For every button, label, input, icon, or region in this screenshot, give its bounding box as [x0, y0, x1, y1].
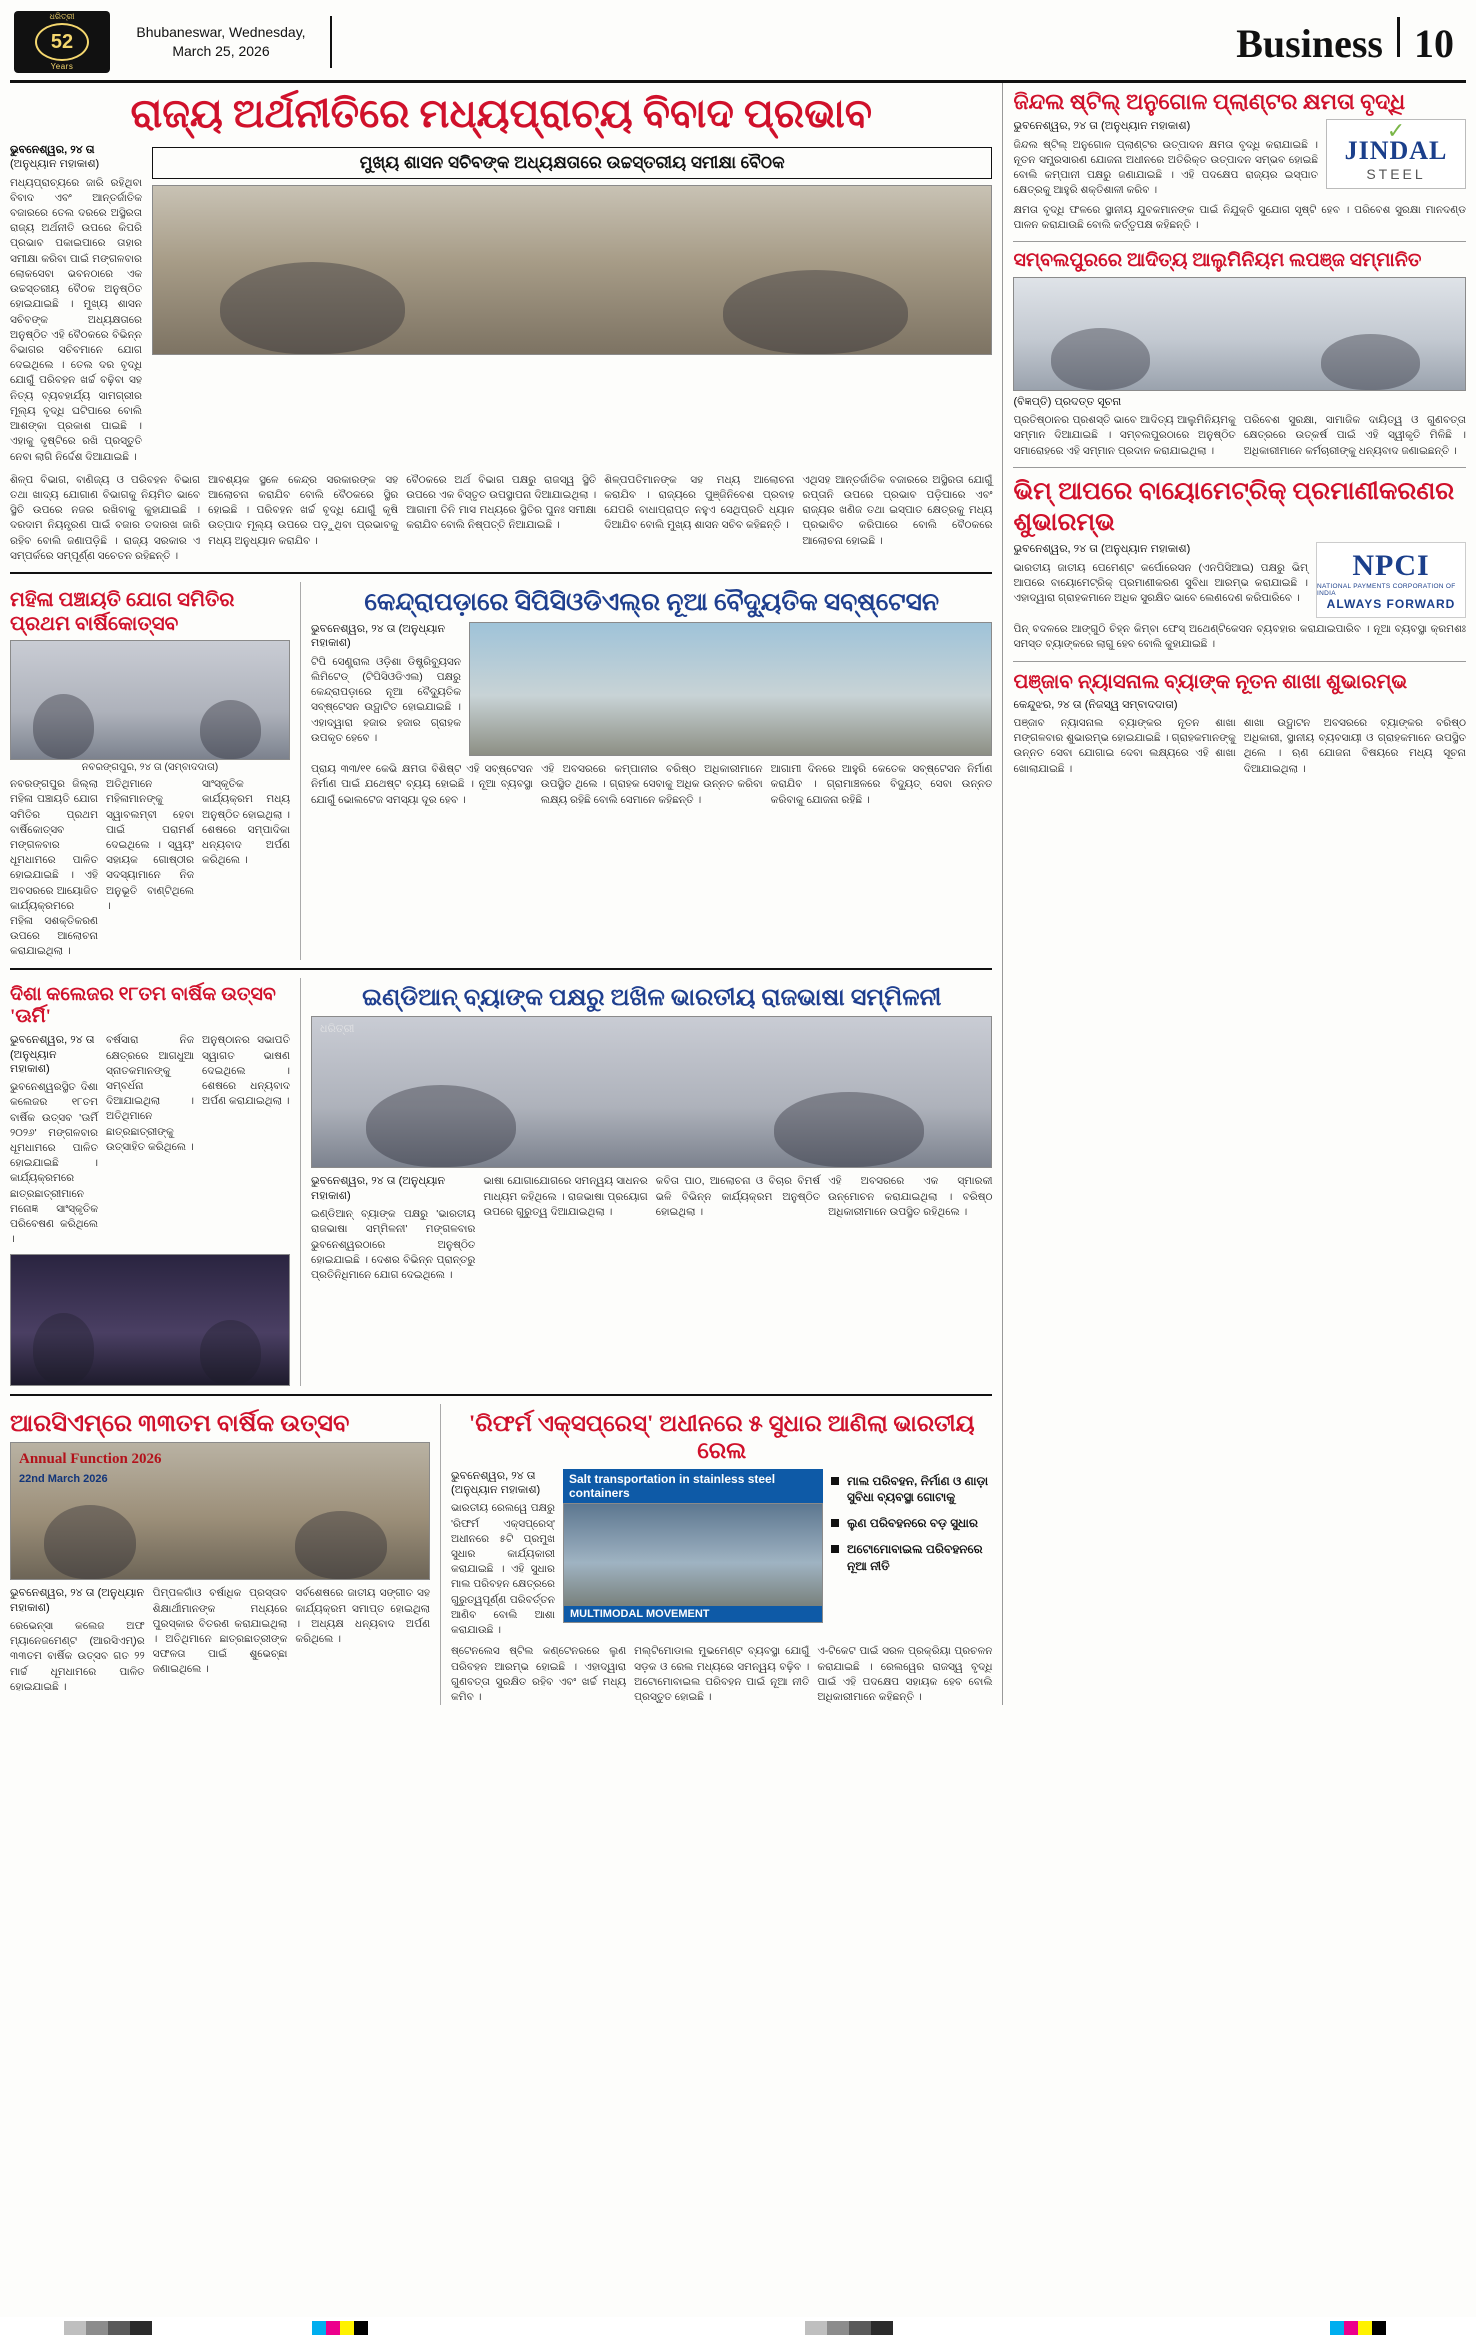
npci-logo-sub: NATIONAL PAYMENTS CORPORATION OF INDIA — [1317, 583, 1456, 598]
lead-main-area — [152, 143, 992, 465]
mahila-photo-caption: ନବରଙ୍ଗପୁର, ୨୪ ତା (ସମ୍ବାଦଦାତା) — [81, 762, 219, 774]
lead-body-text-1: ଶିଳ୍ପ ବିଭାଗ, ବାଣିଜ୍ୟ ଓ ପରିବହନ ବିଭାଗ ତଥା ଖାଦ୍ୟ ଯୋଗାଣ ବିଭାଗକୁ ନିୟମିତ ଭାବେ ସ୍ଥିତି ଉପରେ ନଜର ରଖିବାକୁ କୁହାଯାଇଛି । ଦରଦାମ ନିୟନ୍ତ୍ରଣ ପାଇଁ ବଜାର ତଦାରଖ ଜାରି ରହିବ ବୋଲି ଜଣାପଡ଼ିଛି । ରାଜ୍ୟ ସରକାର ଏ ସମ୍ପର୍କରେ ସମ୍ପୂର୍ଣ୍ଣ ସଚେତନ ରହିଛନ୍ତି । — [10, 473, 201, 562]
lead-subhead: ମୁଖ୍ୟ ଶାସନ ସଚିବଙ୍କ ଅଧ୍ୟକ୍ଷତାରେ ଉଚ୍ଚସ୍ତରୀୟ ସମୀକ୍ଷା ବୈଠକ — [152, 147, 992, 179]
jindal-dateline: ଭୁବନେଶ୍ୱର, ୨୪ ତା (ଅନୁଧ୍ୟାନ ମହାକାଶ) — [1013, 120, 1191, 133]
mahila-text-3: ସାଂସ୍କୃତିକ କାର୍ଯ୍ୟକ୍ରମ ମଧ୍ୟ ଅନୁଷ୍ଠିତ ହୋଇଥିଲା । ଶେଷରେ ସମ୍ପାଦିକା ଧନ୍ୟବାଦ ଅର୍ପଣ କରିଥିଲେ । — [202, 778, 291, 867]
lead-body-text-4: ଶିଳ୍ପପତିମାନଙ୍କ ସହ ମଧ୍ୟ ଆଲୋଚନା କରାଯିବ । ରାଜ୍ୟରେ ପୁଞ୍ଜିନିବେଶ ପ୍ରବାହ ଯେପରି ବାଧାପ୍ରାପ୍ତ ନହୁଏ ସେଥିପ୍ରତି ଧ୍ୟାନ ଦିଆଯିବ ବୋଲି ମୁଖ୍ୟ ଶାସନ ସଚିବ କହିଛନ୍ତି । — [604, 473, 795, 532]
grey-scale-strip-mid — [805, 2321, 893, 2335]
lead-dateline-city: ଭୁବନେଶ୍ୱର, ୨୪ ତା — [10, 144, 95, 156]
check-icon: ✓ — [1386, 118, 1406, 144]
lead-body-col-5 — [802, 473, 992, 564]
lead-body-col-1 — [10, 473, 200, 564]
section-name: Business — [1236, 21, 1383, 66]
mahila-text-1: ନବରଙ୍ଗପୁର ଜିଲ୍ଲା ମହିଳା ପଞ୍ଚାୟତି ଯୋଗ ସମିତିର ପ୍ରଥମ ବାର୍ଷିକୋତ୍ସବ ମଙ୍ଗଳବାର ଧୂମଧାମରେ ପାଳିତ ହୋଇଯାଇଛି । ଏହି ଅବସରରେ ଆୟୋଜିତ କାର୍ଯ୍ୟକ୍ରମରେ ମହିଳା ସଶକ୍ତିକରଣ ଉପରେ ଆଲୋଚନା କରାଯାଇଥିଲା । — [10, 778, 98, 958]
pnb-text-2: ଶାଖା ଉଦ୍ଘାଟନ ଅବସରରେ ବ୍ୟାଙ୍କର ବରିଷ୍ଠ ଅଧିକାରୀ, ସ୍ଥାନୀୟ ବ୍ୟବସାୟୀ ଓ ଗ୍ରାହକମାନେ ଉପସ୍ଥିତ ଥିଲେ । ଋଣ ଯୋଜନା ବିଷୟରେ ମଧ୍ୟ ସୂଚନା ଦିଆଯାଇଥିଲା । — [1243, 716, 1466, 775]
mahila-photo — [10, 640, 290, 760]
story-row-2 — [10, 978, 992, 1386]
lead-body-text-3: ବୈଠକରେ ଅର୍ଥ ବିଭାଗ ପକ୍ଷରୁ ରାଜସ୍ୱ ସ୍ଥିତି ଉପରେ ଏକ ବିସ୍ତୃତ ଉପସ୍ଥାପନା ଦିଆଯାଇଥିଲା । ଆଗାମୀ ତିନି ମାସ ମଧ୍ୟରେ ସ୍ଥିତିର ପୁନଃ ସମୀକ୍ଷା କରାଯିବ ବୋଲି ନିଷ୍ପତ୍ତି ନିଆଯାଇଛି । — [406, 473, 597, 532]
print-registration-bar — [0, 2317, 1476, 2339]
right-column-block — [1002, 83, 1466, 1705]
disha-headline: ଦିଶା କଲେଜର ୧୮ତମ ବାର୍ଷିକ ଉତ୍ସବ 'ଊର୍ମି' — [10, 983, 276, 1028]
lead-dateline — [10, 143, 142, 172]
reform-headline: 'ରିଫର୍ମ ଏକ୍ସପ୍ରେସ୍' ଅଧୀନରେ ୫ ସୁଧାର ଆଣିଲା ଭାରତୀୟ ରେଲ — [468, 1410, 975, 1464]
reform-image-caption-bottom: MULTIMODAL MOVEMENT — [564, 1606, 822, 1622]
right-divider-1 — [1013, 241, 1466, 242]
page-number: 10 — [1414, 21, 1454, 66]
indian-bank-dateline: ଭୁବନେଶ୍ୱର, ୨୪ ତା (ଅନୁଧ୍ୟାନ ମହାକାଶ) — [311, 1175, 446, 1202]
lead-col1-text: ମଧ୍ୟପ୍ରାଚ୍ୟରେ ଜାରି ରହିଥିବା ବିବାଦ ଏବଂ ଆନ୍ତର୍ଜାତିକ ବଜାରରେ ତେଲ ଦରରେ ଅସ୍ଥିରତା ରାଜ୍ୟ ଅର୍ଥନୀତି ଉପରେ କିପରି ପ୍ରଭାବ ପକାଇପାରେ ତାହାର ସମୀକ୍ଷା କରିବା ପାଇଁ ମଙ୍ଗଳବାର ଲୋକସେବା ଭବନଠାରେ ଏକ ଉଚ୍ଚସ୍ତରୀୟ ବୈଠକ ଅନୁଷ୍ଠିତ ହୋଇଯାଇଛି । ମୁଖ୍ୟ ଶାସନ ସଚିବଙ୍କ ଅଧ୍ୟକ୍ଷତାରେ ଅନୁଷ୍ଠିତ ଏହି ବୈଠକରେ ବିଭିନ୍ନ ବିଭାଗର ସଚିବମାନେ ଯୋଗ ଦେଇଥିଲେ । ତେଲ ଦର ବୃଦ୍ଧି ଯୋଗୁଁ ପରିବହନ ଖର୍ଚ୍ଚ ବଢ଼ିବା ସହ ନିତ୍ୟ ବ୍ୟବହାର୍ଯ୍ୟ ସାମଗ୍ରୀର ମୂଲ୍ୟ ବୃଦ୍ଧି ଘଟିପାରେ ବୋଲି ଆଶଙ୍କା ପ୍ରକାଶ ପାଇଛି । ଏହାକୁ ଦୃଷ୍ଟିରେ ରଖି ପ୍ରସ୍ତୁତି ନେବା ଲାଗି ନିର୍ଦ୍ଦେଶ ଦିଆଯାଇଛି । — [10, 176, 142, 463]
reform-text-3: ମଲ୍ଟିମୋଡାଲ ମୁଭମେଣ୍ଟ ବ୍ୟବସ୍ଥା ଯୋଗୁଁ ସଡ଼କ ଓ ରେଲ ମଧ୍ୟରେ ସମନ୍ୱୟ ବଢ଼ିବ । ଅଟୋମୋବାଇଲ ପରିବହନ ପାଇଁ ନୂଆ ନୀତି ପ୍ରସ୍ତୁତ ହୋଇଛି । — [634, 1645, 810, 1703]
rcm-text-3: ସର୍ବଶେଷରେ ଜାତୀୟ ସଙ୍ଗୀତ ସହ କାର୍ଯ୍ୟକ୍ରମ ସମାପ୍ତ ହୋଇଥିଲା । ଅଧ୍ୟକ୍ଷ ଧନ୍ୟବାଦ ଅର୍ପଣ କରିଥିଲେ । — [295, 1587, 431, 1646]
aditya-dateline: (ବିଜ୍ଞପ୍ତି) ପ୍ରଦତ୍ତ ସୂଚନା — [1013, 395, 1122, 408]
story-pnb — [1013, 670, 1466, 777]
npci-text-1: ଭାରତୀୟ ଜାତୀୟ ପେମେଣ୍ଟ କର୍ପୋରେସନ (ଏନପିସିଆଇ) ପକ୍ଷରୁ ଭିମ୍ ଆପରେ ବାୟୋମେଟ୍ରିକ୍ ପ୍ରମାଣୀକରଣ ସୁବିଧା ଆରମ୍ଭ କରାଯାଇଛି । ଏହାଦ୍ୱାରା ଗ୍ରାହକମାନେ ଅଧିକ ସୁରକ୍ଷିତ ଭାବେ ଲେଣଦେଣ କରିପାରିବେ । — [1013, 561, 1308, 604]
npci-text-2: ପିନ୍ ବଦଳରେ ଆଙ୍ଗୁଠି ଚିହ୍ନ କିମ୍ବା ଫେସ୍ ଅଥେଣ୍ଟିକେସନ ବ୍ୟବହାର କରାଯାଇପାରିବ । ନୂଆ ବ୍ୟବସ୍ଥା କ୍ରମଶଃ ସମସ୍ତ ବ୍ୟାଙ୍କରେ ଲାଗୁ ହେବ ବୋଲି କୁହାଯାଇଛି । — [1013, 623, 1466, 651]
aditya-headline: ସମ୍ବଲପୁରରେ ଆଦିତ୍ୟ ଆଲୁମିନିୟମ ଲପଞ୍ଜ ସମ୍ମାନିତ — [1013, 250, 1422, 271]
cpswd-photo — [469, 622, 992, 756]
section-header — [1236, 17, 1462, 67]
mahila-text-2: ଅତିଥିମାନେ ମହିଳାମାନଙ୍କୁ ସ୍ୱାବଲମ୍ବୀ ହେବା ପାଇଁ ପରାମର୍ଶ ଦେଇଥିଲେ । ସ୍ୱୟଂ ସହାୟକ ଗୋଷ୍ଠୀର ସଦସ୍ୟାମାନେ ନିଜ ଅନୁଭୂତି ବାଣ୍ଟିଥିଲେ । — [106, 778, 194, 912]
cpswd-headline: କେନ୍ଦ୍ରାପଡ଼ାରେ ସିପିସିଓଡିଏଲ୍‌ର ନୂଆ ବୈଦ୍ୟୁତିକ ସବ୍‌ଷ୍ଟେସନ — [364, 589, 940, 617]
jindal-logo-name: JINDAL — [1344, 136, 1448, 166]
jindal-text-1: ଜିନ୍ଦଲ ଷ୍ଟିଲ୍ ଅନୁଗୋଳ ପ୍ଲାଣ୍ଟର ଉତ୍ପାଦନ କ୍ଷମତା ବୃଦ୍ଧି କରାଯାଇଛି । ନୂତନ ସମ୍ପ୍ରସାରଣ ଯୋଜନା ଅଧୀନରେ ଅତିରିକ୍ତ ଉତ୍ପାଦନ ସମ୍ଭବ ହୋଇଛି ବୋଲି କମ୍ପାନୀ ପକ୍ଷରୁ ଜଣାଯାଇଛି । ଏହି ପଦକ୍ଷେପ ରାଜ୍ୟର ଇସ୍ପାତ କ୍ଷେତ୍ରକୁ ଆହୁରି ଶକ୍ତିଶାଳୀ କରିବ । — [1013, 138, 1318, 197]
story-indian-bank — [300, 978, 992, 1386]
reform-bullet-2: ଲୁଣ ପରିବହନରେ ବଡ଼ ସୁଧାର — [831, 1515, 992, 1531]
indian-bank-text-1: ଇଣ୍ଡିଆନ୍ ବ୍ୟାଙ୍କ ପକ୍ଷରୁ 'ଭାରତୀୟ ରାଜଭାଷା ସମ୍ମିଳନୀ' ମଙ୍ଗଳବାର ଭୁବନେଶ୍ୱରଠାରେ ଅନୁଷ୍ଠିତ ହୋଇଯାଇଛି । ଦେଶର ବିଭିନ୍ନ ପ୍ରାନ୍ତରୁ ପ୍ରତିନିଧିମାନେ ଯୋଗ ଦେଇଥିଲେ । — [311, 1208, 476, 1281]
aditya-photo — [1013, 277, 1466, 391]
npci-dateline: ଭୁବନେଶ୍ୱର, ୨୪ ତା (ଅନୁଧ୍ୟାନ ମହାକାଶ) — [1013, 543, 1191, 556]
section-divider-2 — [10, 968, 992, 970]
disha-text-1: ଭୁବନେଶ୍ୱରସ୍ଥିତ ଦିଶା କଲେଜର ୧୮ତମ ବାର୍ଷିକ ଉତ୍ସବ 'ଊର୍ମି ୨୦୨୬' ମଙ୍ଗଳବାର ଧୂମଧାମରେ ପାଳିତ ହୋଇଯାଇଛି । କାର୍ଯ୍ୟକ୍ରମରେ ଛାତ୍ରଛାତ୍ରୀମାନେ ମନୋଜ୍ଞ ସାଂସ୍କୃତିକ ପରିବେଷଣ କରିଥିଲେ । — [10, 1081, 98, 1246]
pnb-dateline: କେନ୍ଦୁଝର, ୨୪ ତା (ନିଜସ୍ୱ ସମ୍ବାଦଦାତା) — [1013, 698, 1178, 711]
pnb-headline: ପଞ୍ଜାବ ନ୍ୟାସନାଲ ବ୍ୟାଙ୍କ ନୂତନ ଶାଖା ଶୁଭାରମ୍ଭ — [1013, 670, 1408, 693]
lead-photo-meeting — [152, 185, 992, 355]
logo-title: ଧରିତ୍ରୀ — [49, 11, 75, 21]
reform-text-1: ଭାରତୀୟ ରେଲୱେ ପକ୍ଷରୁ 'ରିଫର୍ମ ଏକ୍ସପ୍ରେସ୍' ଅଧୀନରେ ୫ଟି ପ୍ରମୁଖ ସୁଧାର କାର୍ଯ୍ୟକାରୀ କରାଯାଇଛି । ଏହି ସୁଧାର ମାଲ ପରିବହନ କ୍ଷେତ୍ରରେ ଗୁରୁତ୍ୱପୂର୍ଣ୍ଣ ପରିବର୍ତ୍ତନ ଆଣିବ ବୋଲି ଆଶା କରାଯାଉଛି । — [451, 1502, 555, 1637]
indian-bank-text-3: କବିତା ପାଠ, ଆଲୋଚନା ଓ ବିଚାର ବିମର୍ଷ ଭଳି ବିଭିନ୍ନ କାର୍ଯ୍ୟକ୍ରମ ଅନୁଷ୍ଠିତ ହୋଇଥିଲା । — [655, 1175, 821, 1218]
npci-logo — [1316, 542, 1466, 618]
indian-bank-text-2: ଭାଷା ଯୋଗାଯୋଗରେ ସମନ୍ୱୟ ସାଧନର ମାଧ୍ୟମ କହିଥିଲେ । ରାଜଭାଷା ପ୍ରୟୋଗ ଉପରେ ଗୁରୁତ୍ୱ ଦିଆଯାଇଥିଲା । — [483, 1175, 648, 1218]
lead-body-col-2 — [208, 473, 398, 564]
lead-body-text-2: ଆବଶ୍ୟକ ସ୍ଥଳେ କେନ୍ଦ୍ର ସରକାରଙ୍କ ସହ ଆଲୋଚନା କରାଯିବ ବୋଲି ବୈଠକରେ ସ୍ଥିର ହୋଇଛି । ପରିବହନ ଖର୍ଚ୍ଚ ବୃଦ୍ଧି ଯୋଗୁଁ କୃଷି ଉତ୍ପାଦ ମୂଲ୍ୟ ଉପରେ ପଡ଼ୁଥିବା ପ୍ରଭାବକୁ ମଧ୍ୟ ଅନୁଧ୍ୟାନ କରାଯିବ । — [208, 473, 399, 547]
lead-body-col-3 — [406, 473, 596, 564]
rcm-text-1: ରେଭେନ୍‌ସା କଲେଜ ଅଫ ମ୍ୟାନେଜମେଣ୍ଟ (ଆରସିଏମ୍)ର ୩୩ତମ ବାର୍ଷିକ ଉତ୍ସବ ଗତ ୨୨ ମାର୍ଚ୍ଚ ଧୂମଧାମରେ ପାଳିତ ହୋଇଯାଇଛି । — [10, 1619, 145, 1693]
lead-first-column — [10, 143, 142, 465]
photo-credit: ଧରିତ୍ରୀ — [320, 1023, 355, 1036]
lead-headline: ରାଜ୍ୟ ଅର୍ଥନୀତିରେ ମଧ୍ୟପ୍ରାଚ୍ୟ ବିବାଦ ପ୍ରଭାବ — [130, 91, 873, 136]
story-aditya — [1013, 250, 1466, 459]
reform-photo — [563, 1503, 823, 1623]
mahila-headline: ମହିଳା ପଞ୍ଚାୟତି ଯୋଗ ସମିତିର ପ୍ରଥମ ବାର୍ଷିକୋତ୍ସବ — [10, 589, 235, 636]
cpswd-text-2: ପ୍ରାୟ ୩୩/୧୧ କେଭି କ୍ଷମତା ବିଶିଷ୍ଟ ଏହି ସବ୍‌ଷ୍ଟେସନ ନିର୍ମାଣ ପାଇଁ ଯଥେଷ୍ଟ ବ୍ୟୟ ହୋଇଛି । ନୂଆ ବ୍ୟବସ୍ଥା ଯୋଗୁଁ ଭୋଲଟେଜ ସମସ୍ୟା ଦୂର ହେବ । — [311, 763, 533, 806]
reform-text-4: ଏ-ଟିକେଟ ପାଇଁ ସରଳ ପ୍ରକ୍ରିୟା ପ୍ରଚଳନ କରାଯାଇଛି । ରେଲୱେର ରାଜସ୍ୱ ବୃଦ୍ଧି ପାଇଁ ଏହି ପଦକ୍ଷେପ ସହାୟକ ହେବ ବୋଲି ଅଧିକାରୀମାନେ କହିଛନ୍ତି । — [817, 1645, 993, 1703]
story-cpswd — [300, 582, 992, 960]
story-rcm — [10, 1404, 430, 1706]
reform-bullet-3: ଅଟୋମୋବାଇଲ ପରିବହନରେ ନୂଆ ନୀତି — [831, 1541, 992, 1573]
indian-bank-text-4: ଏହି ଅବସରରେ ଏକ ସ୍ମାରକୀ ଉନ୍ମୋଚନ କରାଯାଇଥିଲା । ବରିଷ୍ଠ ଅଧିକାରୀମାନେ ଉପସ୍ଥିତ ରହିଥିଲେ । — [828, 1175, 993, 1218]
lead-body-text-5: ଏଥିସହ ଆନ୍ତର୍ଜାତିକ ବଜାରରେ ଅସ୍ଥିରତା ଯୋଗୁଁ ରପ୍ତାନି ଉପରେ ପ୍ରଭାବ ପଡ଼ିପାରେ ଏବଂ ରାଜ୍ୟର ଖଣିଜ ତଥା ଇସ୍ପାତ କ୍ଷେତ୍ରକୁ ମଧ୍ୟ ପ୍ରଭାବିତ କରିପାରେ ବୋଲି ବୈଠକରେ ଆଲୋଚନା ହୋଇଛି । — [802, 473, 993, 547]
indian-bank-photo — [311, 1016, 992, 1168]
reform-image-caption-top: Salt transportation in stainless steel containers — [563, 1469, 823, 1503]
cmyk-strip-1 — [312, 2321, 368, 2335]
npci-logo-name: NPCI — [1352, 549, 1430, 583]
publication-logo — [14, 11, 110, 73]
jindal-logo — [1326, 119, 1466, 189]
story-disha — [10, 978, 290, 1386]
jindal-text-2: କ୍ଷମତା ବୃଦ୍ଧି ଫଳରେ ସ୍ଥାନୀୟ ଯୁବକମାନଙ୍କ ପାଇଁ ନିଯୁକ୍ତି ସୁଯୋଗ ସୃଷ୍ଟି ହେବ । ପରିବେଶ ସୁରକ୍ଷା ମାନଦଣ୍ଡ ପାଳନ କରାଯାଉଛି ବୋଲି କର୍ତ୍ତୃପକ୍ଷ କହିଛନ୍ତି । — [1013, 203, 1466, 231]
section-divider-1 — [10, 572, 992, 574]
aditya-text-2: ପରିବେଶ ସୁରକ୍ଷା, ସାମାଜିକ ଦାୟିତ୍ୱ ଓ ଗୁଣବତ୍ତା କ୍ଷେତ୍ରରେ ଉତ୍କର୍ଷ ପାଇଁ ଏହି ସ୍ୱୀକୃତି ମିଳିଛି । ଅଧିକାରୀମାନେ କର୍ମଚାରୀଙ୍କୁ ଧନ୍ୟବାଦ ଜଣାଇଛନ୍ତି । — [1243, 414, 1466, 457]
logo-years-label: Years — [50, 61, 74, 71]
right-divider-3 — [1013, 661, 1466, 662]
npci-headline: ଭିମ୍ ଆପରେ ବାୟୋମେଟ୍ରିକ୍ ପ୍ରମାଣୀକରଣର ଶୁଭାରମ୍ଭ — [1013, 477, 1455, 536]
date: March 25, 2026 — [172, 43, 270, 59]
cmyk-strip-2 — [1330, 2321, 1386, 2335]
rcm-banner-title: Annual Function 2026 — [19, 1451, 162, 1468]
lead-body-col-4 — [604, 473, 794, 564]
logo-anniversary-number: 52 — [35, 23, 89, 61]
place-date: Bhubaneswar, Wednesday, — [136, 24, 306, 41]
indian-bank-headline: ଇଣ୍ଡିଆନ୍ ବ୍ୟାଙ୍କ ପକ୍ଷରୁ ଅଖିଳ ଭାରତୀୟ ରାଜଭାଷା ସମ୍ମିଳନୀ — [362, 984, 942, 1011]
cpswd-text-1: ଟିପି ସେଣ୍ଟ୍ରାଲ ଓଡ଼ିଶା ଡିଷ୍ଟ୍ରିବ୍ୟୁସନ ଲିମିଟେଡ୍ (ଟିପିସିଓଡିଏଲ) ପକ୍ଷରୁ କେନ୍ଦ୍ରାପଡ଼ାରେ ନୂଆ ବୈଦ୍ୟୁତିକ ସବ୍‌ଷ୍ଟେସନ ଉଦ୍ଘାଟିତ ହୋଇଯାଇଛି । ଏହାଦ୍ୱାରା ହଜାର ହଜାର ଗ୍ରାହକ ଉପକୃତ ହେବେ । — [311, 655, 461, 744]
story-row-1 — [10, 582, 992, 960]
masthead-divider — [330, 16, 332, 68]
aditya-text-1: ପ୍ରତିଷ୍ଠାନର ପ୍ରଶସ୍ତି ଭାବେ ଆଦିତ୍ୟ ଆଲୁମିନିୟମକୁ ସମ୍ମାନ ଦିଆଯାଇଛି । ସମ୍ବଲପୁରଠାରେ ଅନୁଷ୍ଠିତ ସମାରୋହରେ ଏହି ସମ୍ମାନ ପ୍ରଦାନ କରାଯାଇଥିଲା । — [1013, 414, 1236, 457]
rcm-banner-sub: 22nd March 2026 — [19, 1473, 108, 1486]
section-divider-3 — [10, 1394, 992, 1396]
disha-dateline: ଭୁବନେଶ୍ୱର, ୨୪ ତା (ଅନୁଧ୍ୟାନ ମହାକାଶ) — [10, 1034, 95, 1075]
grey-scale-strip-left — [64, 2321, 152, 2335]
cpswd-text-4: ଆଗାମୀ ଦିନରେ ଆହୁରି କେତେକ ସବ୍‌ଷ୍ଟେସନ ନିର୍ମାଣ କରାଯିବ । ଗ୍ରାମାଞ୍ଚଳରେ ବିଦ୍ୟୁତ୍ ସେବା ଉନ୍ନତ କରିବାକୁ ଯୋଜନା ରହିଛି । — [770, 763, 993, 806]
masthead — [0, 0, 1476, 78]
jindal-logo-sub: STEEL — [1366, 166, 1426, 183]
left-column-block — [10, 83, 992, 1705]
right-divider-2 — [1013, 467, 1466, 468]
pnb-text-1: ପଞ୍ଜାବ ନ୍ୟାସନାଲ ବ୍ୟାଙ୍କର ନୂତନ ଶାଖା ମଙ୍ଗଳବାର ଶୁଭାରମ୍ଭ ହୋଇଯାଇଛି । ଗ୍ରାହକମାନଙ୍କୁ ଉନ୍ନତ ସେବା ଯୋଗାଇ ଦେବା ଲକ୍ଷ୍ୟରେ ଏହି ଶାଖା ଖୋଲାଯାଇଛି । — [1013, 716, 1236, 775]
story-jindal — [1013, 89, 1466, 233]
section-divider — [1397, 17, 1400, 57]
reform-bullet-list — [831, 1473, 992, 1574]
disha-photo — [10, 1254, 290, 1386]
cpswd-text-3: ଏହି ଅବସରରେ କମ୍ପାନୀର ବରିଷ୍ଠ ଅଧିକାରୀମାନେ ଉପସ୍ଥିତ ଥିଲେ । ଗ୍ରାହକ ସେବାକୁ ଅଧିକ ଉନ୍ନତ କରିବା ଲକ୍ଷ୍ୟ ରହିଛି ବୋଲି ସେମାନେ କହିଛନ୍ତି । — [540, 763, 763, 806]
page-content — [0, 83, 1476, 1705]
reform-dateline: ଭୁବନେଶ୍ୱର, ୨୪ ତା (ଅନୁଧ୍ୟାନ ମହାକାଶ) — [451, 1469, 541, 1497]
publication-dateline — [126, 23, 316, 61]
rcm-dateline: ଭୁବନେଶ୍ୱର, ୨୪ ତା (ଅନୁଧ୍ୟାନ ମହାକାଶ) — [10, 1587, 145, 1614]
lead-story — [10, 91, 992, 564]
reform-bullet-1: ମାଲ ପରିବହନ, ନିର୍ମାଣ ଓ ଣାଡ଼ା ସୁବିଧା ବ୍ୟବସ୍ଥା ଗୋଟାକୁ — [831, 1473, 992, 1505]
disha-text-3: ଅନୁଷ୍ଠାନର ସଭାପତି ସ୍ୱାଗତ ଭାଷଣ ଦେଇଥିଲେ । ଶେଷରେ ଧନ୍ୟବାଦ ଅର୍ପଣ କରାଯାଇଥିଲା । — [202, 1034, 290, 1108]
jindal-headline: ଜିନ୍ଦଲ ଷ୍ଟିଲ୍ ଅନୁଗୋଳ ପ୍ଲାଣ୍ଟର କ୍ଷମତା ବୃଦ୍ଧି — [1013, 89, 1406, 114]
rcm-photo — [10, 1442, 430, 1580]
npci-logo-tag: ALWAYS FORWARD — [1326, 597, 1456, 612]
disha-text-2: ବର୍ଷସାରା ନିଜ କ୍ଷେତ୍ରରେ ଆଗଧୁଆ ସ୍ନାତକମାନଙ୍କୁ ସମ୍ବର୍ଧନା ଦିଆଯାଇଥିଲା । ଅତିଥିମାନେ ଛାତ୍ରଛାତ୍ରୀଙ୍କୁ ଉତ୍ସାହିତ କରିଥିଲେ । — [106, 1034, 194, 1153]
lead-dateline-agency: (ଅନୁଧ୍ୟାନ ମହାକାଶ) — [10, 158, 100, 171]
rcm-headline: ଆରସିଏମ୍‌ରେ ୩୩ତମ ବାର୍ଷିକ ଉତ୍ସବ — [10, 1410, 350, 1437]
story-reform — [440, 1404, 992, 1706]
story-row-3 — [10, 1404, 992, 1706]
rcm-text-2: ପିମ୍ପଳଗାଁଓ ବର୍ଷାଧିକ ପ୍ରସ୍ତାବ ଶିକ୍ଷାର୍ଥୀମାନଙ୍କ ମଧ୍ୟରେ ପୁରସ୍କାର ବିତରଣ କରାଯାଇଥିଲା । ଅତିଥିମାନେ ଛାତ୍ରଛାତ୍ରୀଙ୍କ ସଫଳତା ପାଇଁ ଶୁଭେଚ୍ଛା ଜଣାଇଥିଲେ । — [152, 1587, 288, 1676]
story-mahila — [10, 582, 290, 960]
cpswd-dateline: ଭୁବନେଶ୍ୱର, ୨୪ ତା (ଅନୁଧ୍ୟାନ ମହାକାଶ) — [311, 623, 446, 650]
reform-text-2: ଷ୍ଟେନଲେସ ଷ୍ଟିଲ କଣ୍ଟେନରରେ ଲୁଣ ପରିବହନ ଆରମ୍ଭ ହୋଇଛି । ଏହାଦ୍ୱାରା ଗୁଣବତ୍ତା ସୁରକ୍ଷିତ ରହିବ ଏବଂ ଖର୍ଚ୍ଚ ମଧ୍ୟ କମିବ । — [451, 1645, 627, 1703]
story-npci — [1013, 476, 1466, 653]
